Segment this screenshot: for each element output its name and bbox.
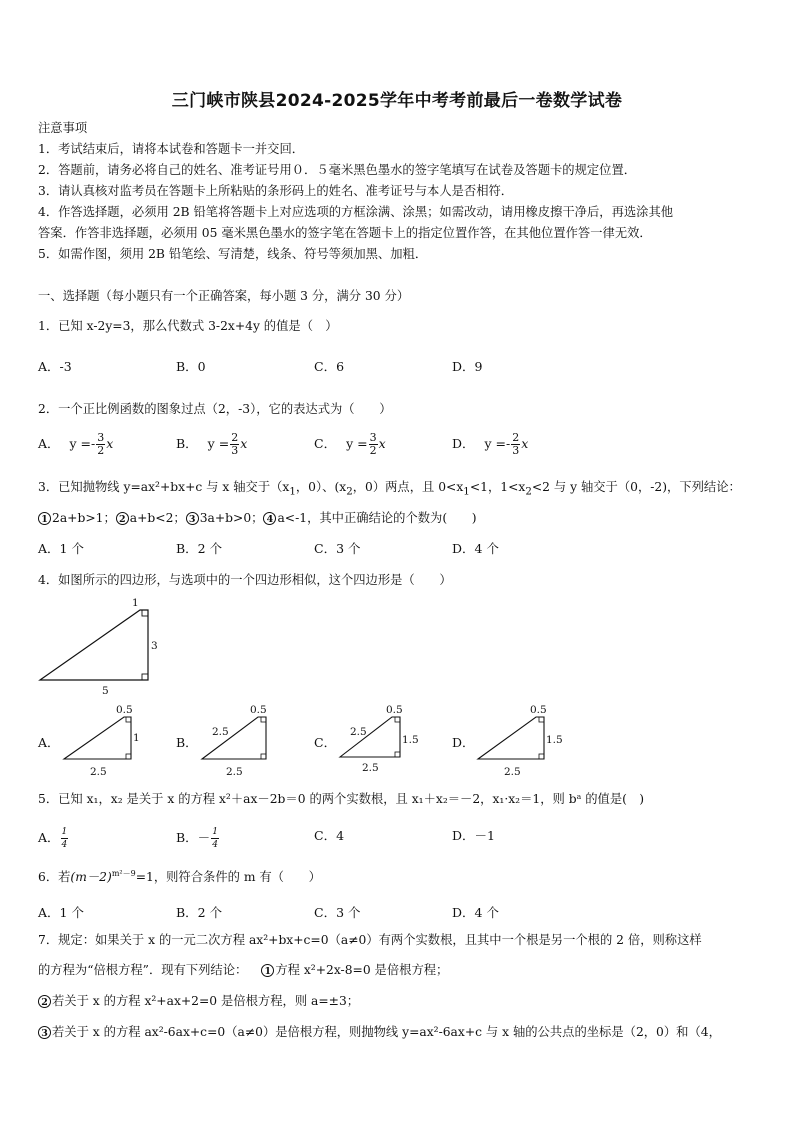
- q6-option-a: A．1 个: [38, 905, 84, 920]
- section-heading: 一、选择题（每小题只有一个正确答案，每小题 3 分，满分 30 分）: [38, 289, 410, 303]
- q4-option-d-label: D．: [452, 735, 475, 750]
- option-bottom-label: 2.5: [362, 762, 379, 774]
- q3-stem-part: 3．已知抛物线 y=ax²+bx+c 与 x 轴交于（x: [38, 480, 290, 494]
- q3-condition: a<-1，其中正确结论的个数为( ): [277, 511, 477, 525]
- q2-sign: -: [506, 436, 511, 451]
- q4-option-a-figure: [58, 701, 148, 779]
- circled-number: 2: [38, 995, 51, 1008]
- right-angle-mark: [261, 754, 266, 759]
- option-side-label: 2.5: [212, 726, 229, 738]
- q2-prefix: y =: [346, 436, 368, 451]
- q2-numerator: 3: [97, 431, 105, 444]
- q4-option-d-figure: [472, 701, 572, 779]
- main-bottom-label: 5: [102, 685, 109, 696]
- q2-option-a: [38, 432, 113, 457]
- q2-option-d: [452, 432, 528, 457]
- q2-fraction: [369, 432, 378, 457]
- q4-option-c-figure: [334, 701, 434, 779]
- trapezoid-shape: [40, 610, 148, 680]
- q4-option-b-label: B．: [176, 735, 198, 750]
- q2-prefix: y =: [207, 436, 230, 451]
- question-7-line: [38, 962, 448, 978]
- q2-option-c: [314, 432, 386, 457]
- q2-variable: x: [106, 436, 114, 451]
- notice-item: 5．如需作图，须用 2B 铅笔绘、写清楚，线条、符号等须加黑、加粗．: [38, 247, 428, 261]
- q2-numerator: 2: [512, 431, 520, 444]
- trapezoid-shape: [340, 717, 400, 757]
- q7-text: 若关于 x 的方程 x²+ax+2=0 是倍根方程，则 a=±3；: [52, 994, 360, 1008]
- option-bottom-label: 2.5: [504, 766, 521, 778]
- question-7-line: [38, 993, 359, 1009]
- option-top-label: 0.5: [116, 704, 133, 716]
- option-top-label: 0.5: [530, 704, 547, 716]
- notice-item: 答案．作答非选择题，必须用 05 毫米黑色墨水的签字笔在答题卡上的指定位置作答，在其他位置作答一律无效．: [38, 226, 652, 240]
- right-angle-mark: [126, 754, 131, 759]
- circled-number: 3: [186, 512, 199, 525]
- right-angle-mark: [261, 717, 266, 722]
- option-side-label: 1.5: [546, 734, 563, 746]
- q5-option-b: [176, 826, 220, 851]
- trapezoid-shape: [478, 717, 544, 759]
- q6-option-c: C．3 个: [314, 905, 361, 920]
- q2-option-b: [176, 432, 247, 457]
- q4-option-b-figure: [196, 701, 286, 779]
- option-top-label: 0.5: [250, 704, 267, 716]
- q2-prefix: y =: [484, 436, 507, 451]
- q3-stem-part: ，0）、(x: [295, 480, 347, 494]
- trapezoid-shape: [202, 717, 266, 759]
- q2-fraction: [96, 432, 105, 457]
- q1-option-b: B．0: [176, 359, 206, 374]
- question-3-stem: [38, 479, 741, 499]
- q3-condition: 3a+b>0；: [199, 511, 264, 525]
- q3-option-a: A．1 个: [38, 541, 84, 556]
- q2-numerator: 3: [369, 431, 377, 444]
- question-7-line: [38, 1024, 721, 1040]
- question-2-stem: 2．一个正比例函数的图象过点（2，-3），它的表达式为（ ）: [38, 402, 392, 416]
- q3-condition: a+b<2；: [129, 511, 186, 525]
- q7-text: 若关于 x 的方程 ax²-6ax+c=0（a≠0）是倍根方程，则抛物线 y=ax²-6ax+c 与 x 轴的公共点的坐标是（2，0）和（4，: [52, 1025, 721, 1039]
- q2-denominator: 3: [512, 444, 520, 457]
- q7-text: 方程 x²+2x-8=0 是倍根方程；: [275, 963, 449, 977]
- notice-item: 1．考试结束后，请将本试卷和答题卡一并交回．: [38, 142, 305, 156]
- q6-option-d: D．4 个: [452, 905, 499, 920]
- question-5-stem: 5．已知 x₁，x₂ 是关于 x 的方程 x²＋ax－2b＝0 的两个实数根，且 x₁＋x₂＝－2，x₁·x₂＝1，则 bᵃ 的值是( ): [38, 792, 645, 806]
- q5-option-c: C．4: [314, 828, 345, 843]
- q3-subscript: 2: [525, 485, 532, 498]
- q3-option-c: C．3 个: [314, 541, 361, 556]
- q3-stem-part: ，0）两点，且 0<x: [352, 480, 464, 494]
- circled-number: 2: [116, 512, 129, 525]
- q2-fraction: [511, 432, 520, 457]
- right-angle-mark: [539, 754, 544, 759]
- right-angle-mark: [142, 674, 148, 680]
- notice-item: 2．答题前，请务必将自己的姓名、准考证号用０．５毫米黑色墨水的签字笔填写在试卷及答题卡的规定位置．: [38, 163, 637, 177]
- q5-option-d: D．－1: [452, 828, 495, 843]
- trapezoid-shape: [64, 717, 131, 759]
- notice-heading: 注意事项: [38, 121, 88, 135]
- q1-option-c: C．6: [314, 359, 345, 374]
- option-left-label: 2.5: [350, 726, 367, 738]
- q2-option-label: A．: [38, 436, 60, 451]
- q3-stem-part: <1，1<x: [469, 480, 526, 494]
- q5-denominator: 4: [61, 840, 68, 850]
- q5-option-a: [38, 826, 69, 851]
- q6-exponent: m²－9: [111, 869, 136, 878]
- question-1-stem: 1．已知 x-2y=3，那么代数式 3-2x+4y 的值是（ ）: [38, 319, 338, 333]
- q2-option-label: D．: [452, 436, 475, 451]
- q2-variable: x: [378, 436, 386, 451]
- q4-option-a-label: A．: [38, 735, 60, 750]
- q2-variable: x: [521, 436, 529, 451]
- q5-numerator: 1: [212, 827, 218, 837]
- option-bottom-label: 2.5: [226, 766, 243, 778]
- question-4-stem: 4．如图所示的四边形，与选项中的一个四边形相似，这个四边形是（ ）: [38, 573, 452, 587]
- option-side-label: 1: [133, 732, 140, 744]
- q5-numerator: 1: [61, 827, 68, 837]
- right-angle-mark: [395, 717, 400, 722]
- q5-option-label: B．－: [176, 830, 211, 845]
- q5-denominator: 4: [212, 840, 218, 850]
- right-angle-mark: [126, 717, 131, 722]
- q6-base: (m－2): [70, 870, 112, 885]
- q3-condition: 2a+b>1；: [52, 511, 116, 525]
- q2-denominator: 2: [97, 444, 105, 457]
- question-6-stem: [38, 866, 321, 885]
- q2-sign: -: [91, 436, 96, 451]
- q5-fraction: [211, 826, 219, 851]
- q3-conditions: [38, 510, 477, 526]
- q2-denominator: 2: [369, 444, 377, 457]
- q2-option-label: C．: [314, 436, 337, 451]
- notice-item: 3．请认真核对监考员在答题卡上所粘贴的条形码上的姓名、准考证号与本人是否相符．: [38, 184, 514, 198]
- q1-option-a: A．-3: [38, 359, 72, 374]
- option-top-label: 0.5: [386, 704, 403, 716]
- circled-number: 4: [263, 512, 276, 525]
- q7-text: 的方程为“倍根方程”．现有下列结论：: [38, 963, 248, 977]
- q2-variable: x: [240, 436, 248, 451]
- option-bottom-label: 2.5: [90, 766, 107, 778]
- main-top-label: 1: [132, 597, 139, 609]
- right-angle-mark: [142, 610, 148, 616]
- q2-numerator: 2: [231, 431, 239, 444]
- q5-fraction: [61, 826, 69, 851]
- q2-prefix: y =: [69, 436, 92, 451]
- q2-denominator: 3: [231, 444, 239, 457]
- q1-option-d: D．9: [452, 359, 483, 374]
- circled-number: 3: [38, 1026, 51, 1039]
- q3-subscript: 1: [289, 485, 296, 498]
- q3-stem-part: <2 与 y 轴交于（0，-2)，下列结论：: [531, 480, 741, 494]
- q5-option-label: A．: [38, 830, 60, 845]
- option-side-label: 1.5: [402, 734, 419, 746]
- right-angle-mark: [395, 752, 400, 757]
- question-7-line: 7．规定：如果关于 x 的一元二次方程 ax²+bx+c=0（a≠0）有两个实数根，且其中一个根是另一个根的 2 倍，则称这样: [38, 933, 702, 947]
- q4-option-c-label: C．: [314, 735, 337, 750]
- circled-number: 1: [261, 964, 274, 977]
- q3-subscript: 1: [463, 485, 470, 498]
- q2-option-label: B．: [176, 436, 198, 451]
- main-trapezoid-figure: [30, 594, 170, 696]
- notice-item: 4．作答选择题，必须用 2B 铅笔将答题卡上对应选项的方框涂满、涂黑；如需改动，请用橡皮擦干净后，再选涂其他: [38, 205, 674, 219]
- q6-stem-part: 6．若: [38, 870, 71, 885]
- q3-subscript: 2: [346, 485, 353, 498]
- q6-stem-part: =1，则符合条件的 m 有（ ）: [135, 870, 321, 885]
- q2-fraction: [230, 432, 239, 457]
- q3-option-b: B．2 个: [176, 541, 223, 556]
- q6-option-b: B．2 个: [176, 905, 223, 920]
- circled-number: 1: [38, 512, 51, 525]
- right-angle-mark: [539, 717, 544, 722]
- page-title: 三门峡市陕县2024-2025学年中考考前最后一卷数学试卷: [171, 91, 623, 111]
- main-side-label: 3: [151, 640, 158, 652]
- q3-option-d: D．4 个: [452, 541, 499, 556]
